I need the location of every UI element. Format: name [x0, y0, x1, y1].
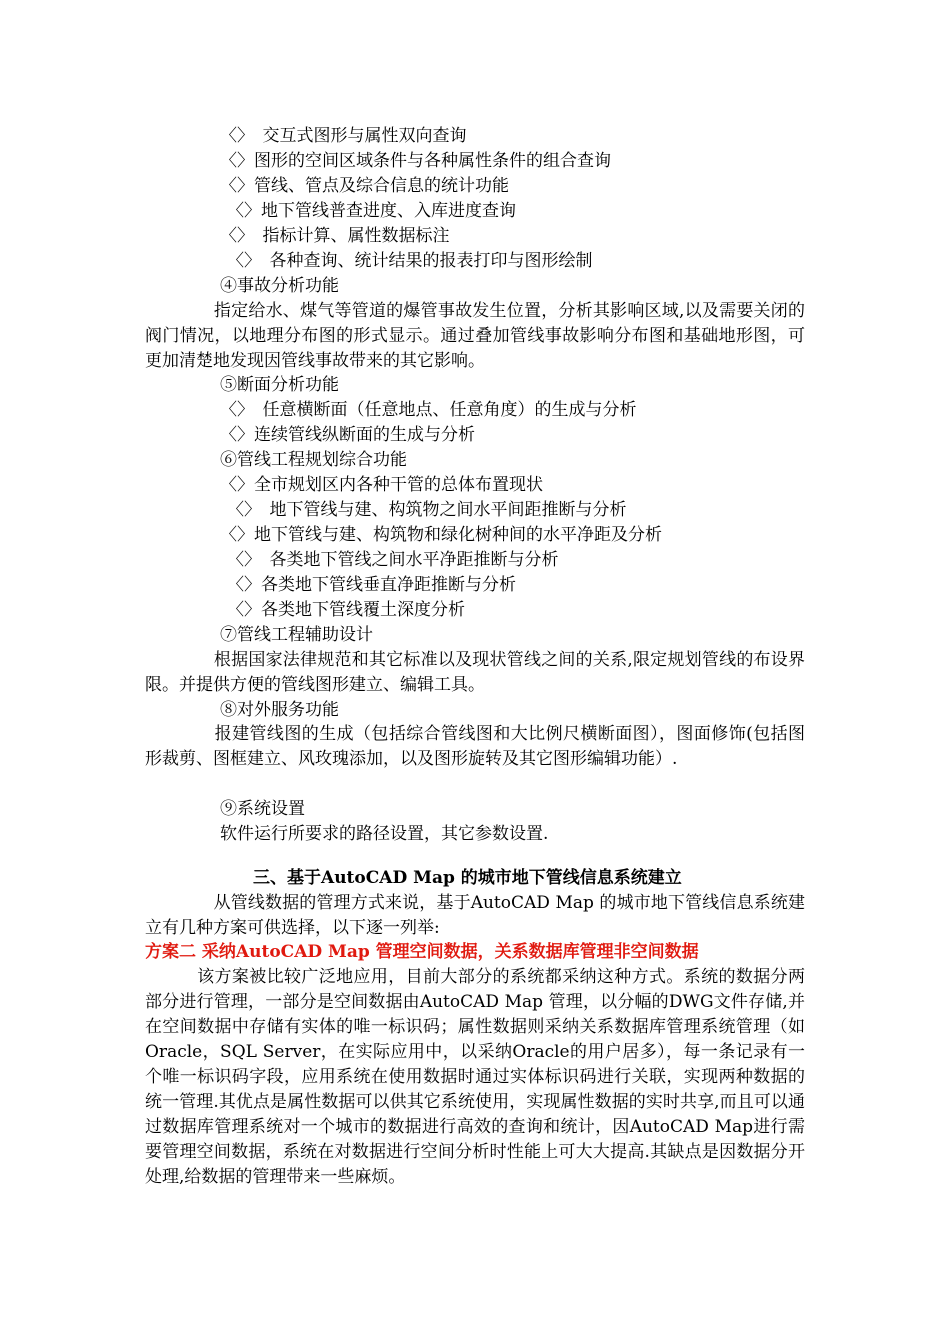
list-item: 〈〉 各种查询、统计结果的报表打印与图形绘制 [227, 251, 593, 271]
section-heading: ④事故分析功能 [220, 276, 339, 296]
section-heading: ⑨系统设置 [220, 799, 305, 819]
paragraph: 指定给水、煤气等管道的爆管事故发生位置，分析其影响区域,以及需要关闭的阀门情况，以地理分布图的形式显示。通过叠加管线事故影响分布图和基础地形图，可更加清楚地发现因管线事故带来的其它影响。 [145, 301, 805, 371]
paragraph: 软件运行所要求的路径设置，其它参数设置. [220, 824, 549, 844]
section-heading: ⑦管线工程辅助设计 [220, 625, 373, 645]
paragraph: 根据国家法律规范和其它标准以及现状管线之间的关系,限定规划管线的布设界限。并提供方便的管线图形建立、编辑工具。 [145, 650, 805, 695]
section-heading: ⑧对外服务功能 [220, 700, 339, 720]
list-item: 〈〉 交互式图形与属性双向查询 [220, 126, 467, 146]
section-heading: ⑤断面分析功能 [220, 375, 339, 395]
list-item: 〈〉图形的空间区域条件与各种属性条件的组合查询 [220, 151, 611, 171]
paragraph: 报建管线图的生成（包括综合管线图和大比例尺横断面图），图面修饰(包括图形裁剪、图框建立、风玫瑰添加，以及图形旋转及其它图形编辑功能）. [145, 724, 805, 769]
list-item: 〈〉管线、管点及综合信息的统计功能 [220, 176, 509, 196]
list-item: 〈〉各类地下管线垂直净距推断与分析 [227, 575, 516, 595]
section-heading: ⑥管线工程规划综合功能 [220, 450, 407, 470]
plan-heading: 方案二 采纳AutoCAD Map 管理空间数据，关系数据库管理非空间数据 [145, 942, 699, 962]
list-item: 〈〉地下管线普查进度、入库进度查询 [227, 201, 516, 221]
list-item: 〈〉全市规划区内各种干管的总体布置现状 [220, 475, 543, 495]
chapter-heading: 三、基于AutoCAD Map 的城市地下管线信息系统建立 [253, 868, 682, 888]
list-item: 〈〉各类地下管线覆土深度分析 [227, 600, 465, 620]
list-item: 〈〉 各类地下管线之间水平净距推断与分析 [227, 550, 559, 570]
list-item: 〈〉地下管线与建、构筑物和绿化树种间的水平净距及分析 [220, 525, 662, 545]
paragraph: 该方案被比较广泛地应用，目前大部分的系统都采纳这种方式。系统的数据分两部分进行管理，一部分是空间数据由AutoCAD Map 管理，以分幅的DWG文件存储,并在空间数据中存储有实体的唯一标识码；属性数据则采纳关系数据库管理系统管理（如Oracle，SQL Server，在实际应用中，以采纳Oracle的用户居多），每一条记录有一个唯一标识码字段，应用系统在使用数据时通过实体标识码进行关联，实现两种数据的统一管理.其优点是属性数据可以供其它系统使用，实现属性数据的实时共享,而且可以通过数据库管理系统对一个城市的数据进行高效的查询和统计，因AutoCAD Map进行需要管理空间数据，系统在对数据进行空间分析时性能上可大大提高.其缺点是因数据分开处理,给数据的管理带来一些麻烦。 [145, 967, 805, 1187]
list-item: 〈〉 地下管线与建、构筑物之间水平间距推断与分析 [227, 500, 627, 520]
paragraph: 从管线数据的管理方式来说，基于AutoCAD Map 的城市地下管线信息系统建立有几种方案可供选择，以下逐一列举: [145, 893, 805, 938]
list-item: 〈〉 指标计算、属性数据标注 [220, 226, 450, 246]
list-item: 〈〉 任意横断面（任意地点、任意角度）的生成与分析 [220, 400, 637, 420]
list-item: 〈〉连续管线纵断面的生成与分析 [220, 425, 475, 445]
